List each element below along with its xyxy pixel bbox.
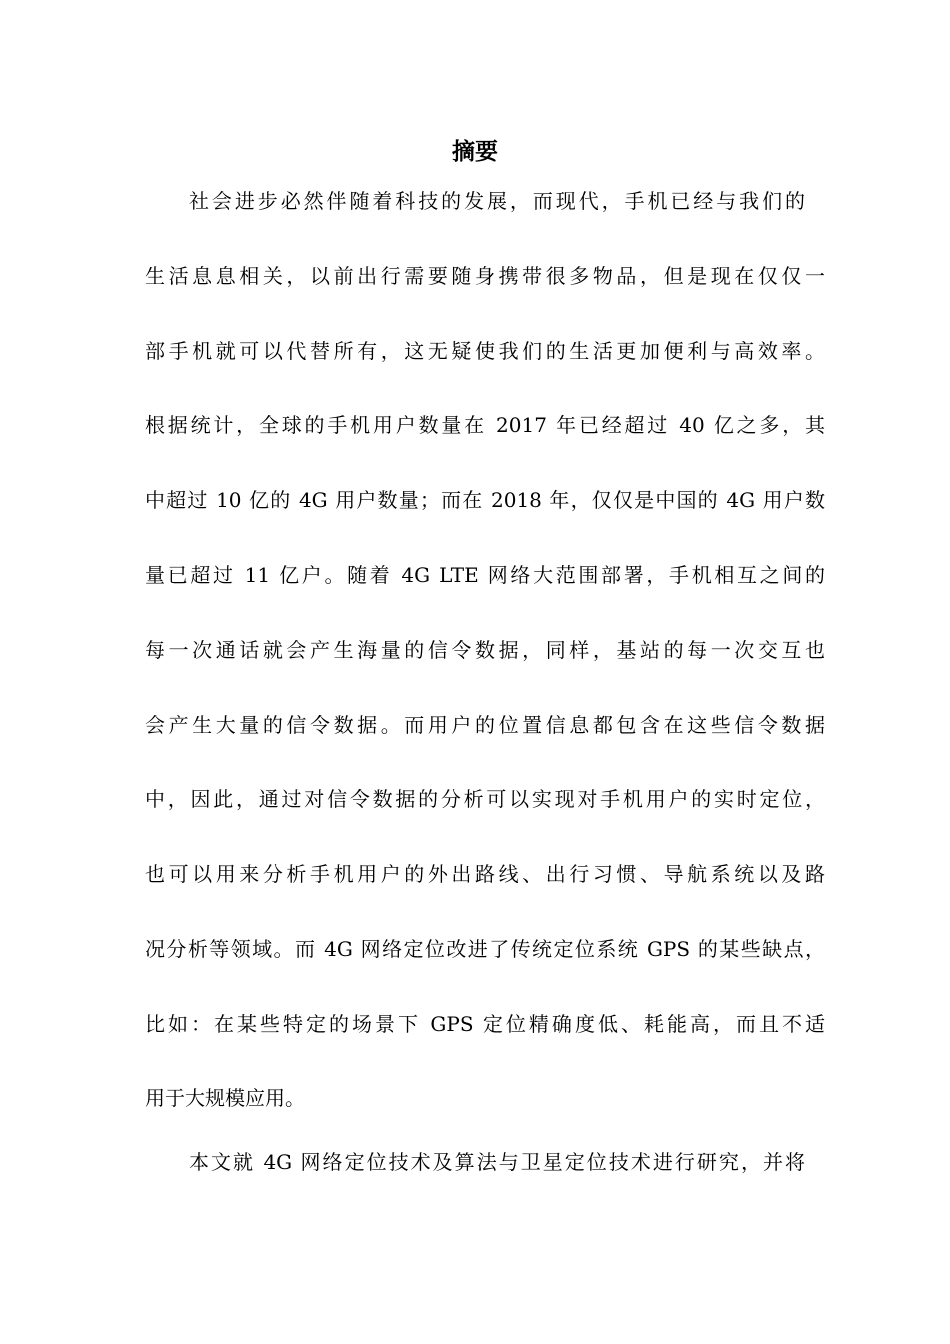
paragraph-line: 况分析等领域。而 4G 网络定位改进了传统定位系统 GPS 的某些缺点， (145, 937, 825, 961)
paragraph-line: 会产生大量的信令数据。而用户的位置信息都包含在这些信令数据 (145, 713, 825, 737)
paragraph-line: 用于大规模应用。 (145, 1086, 305, 1110)
paragraph-line: 社会进步必然伴随着科技的发展，而现代，手机已经与我们的 (189, 189, 805, 213)
paragraph-line: 本文就 4G 网络定位技术及算法与卫星定位技术进行研究，并将 (189, 1150, 805, 1174)
paragraph-line: 比如：在某些特定的场景下 GPS 定位精确度低、耗能高，而且不适 (145, 1012, 825, 1036)
paragraph-line: 根据统计，全球的手机用户数量在 2017 年已经超过 40 亿之多，其 (145, 413, 825, 437)
page-title: 摘要 (452, 139, 498, 165)
paragraph-line: 量已超过 11 亿户。随着 4G LTE 网络大范围部署，手机相互之间的 (145, 563, 825, 587)
paragraph-line: 生活息息相关，以前出行需要随身携带很多物品，但是现在仅仅一 (145, 264, 825, 288)
paragraph-line: 中，因此，通过对信令数据的分析可以实现对手机用户的实时定位， (145, 787, 825, 811)
paragraph-line: 也可以用来分析手机用户的外出路线、出行习惯、导航系统以及路 (145, 862, 825, 886)
paragraph-line: 中超过 10 亿的 4G 用户数量；而在 2018 年，仅仅是中国的 4G 用户数 (145, 488, 825, 512)
paragraph-line: 每一次通话就会产生海量的信令数据，同样，基站的每一次交互也 (145, 638, 825, 662)
paragraph-line: 部手机就可以代替所有，这无疑使我们的生活更加便利与高效率。 (145, 339, 825, 363)
